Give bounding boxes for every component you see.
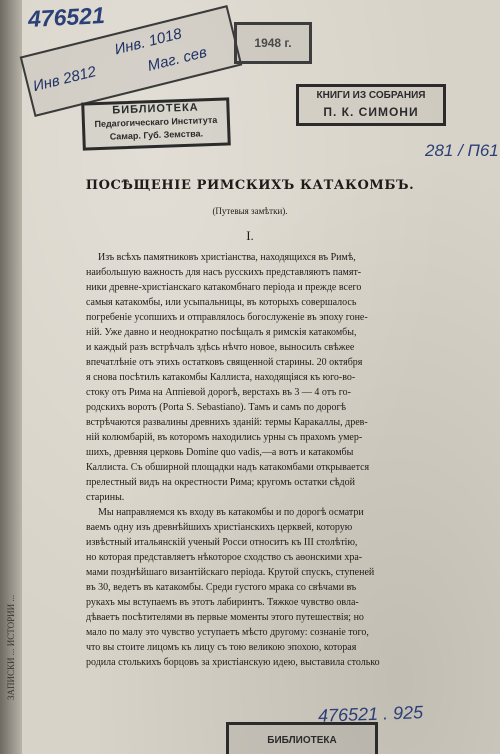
body-text bbox=[86, 250, 426, 670]
text-line: мами позднѣйшаго византійскаго періода. Крутой спускъ, ступеней bbox=[86, 567, 375, 578]
text-line: но которая представляетъ нѣкоторое сходство съ аѳонскими хра- bbox=[86, 552, 363, 563]
text-line: Каллиста. Съ обширной площадки надъ катакомбами открывается bbox=[86, 462, 370, 473]
text-line: ній. Уже давно и неоднократно посѣщалъ я римскія катакомбы, bbox=[86, 327, 357, 338]
bottom-library-stamp: БИБЛИОТЕКА bbox=[226, 722, 378, 754]
text-line: рукахъ мы вступаемъ въ этотъ лабиринтъ. Тяжкое чувство овла- bbox=[86, 597, 359, 608]
text-line: старины. bbox=[86, 492, 125, 503]
text-line: я снова посѣтилъ катакомбы Каллиста, находящіяся къ юго-во- bbox=[86, 372, 356, 383]
text-line: впечатлѣніе отъ этихъ остатковъ священной старины. 20 октября bbox=[86, 357, 363, 368]
text-line: погребеніе усопшихъ и отправлялось богослуженіе въ эпоху гоне- bbox=[86, 312, 368, 323]
text-line: родскихъ воротъ (Porta S. Sebastiano). Тамъ и самъ по дорогѣ bbox=[86, 402, 347, 413]
inventory-mark-line: Инв 2812 bbox=[31, 63, 98, 96]
text-line: родила столькихъ борцовъ за христіанскую идею, выставила столько bbox=[86, 657, 380, 668]
text-line: Изъ всѣхъ памятниковъ христіанства, находящихся въ Римѣ, bbox=[98, 252, 356, 263]
text-line: и каждый разъ встрѣчалъ здѣсь нѣчто новое, выносилъ свѣжее bbox=[86, 342, 355, 353]
text-line: наибольшую важность для насъ русскихъ представляютъ памят- bbox=[86, 267, 362, 278]
text-line: извѣстный итальянскій ученый Росси относитъ къ III столѣтію, bbox=[86, 537, 358, 548]
text-line: стоку отъ Рима на Аппіевой дорогѣ, верстахъ въ 3 — 4 отъ го- bbox=[86, 387, 351, 398]
spine-text: ЗАПИСКИ ... ИСТОРИИ ... bbox=[6, 594, 16, 700]
collection-stamp-line: П. К. СИМОНИ bbox=[323, 105, 419, 119]
text-line: шихъ, древняя церковь Domine quo vadis,—а вотъ и катакомбы bbox=[86, 447, 354, 458]
section-number: I. bbox=[246, 228, 254, 243]
handwritten-accession-number: 476521 bbox=[27, 2, 106, 32]
handwritten-shelf-mark: 281 / П61 bbox=[425, 141, 499, 160]
library-stamp-line: Самар. Губ. Земства. bbox=[109, 128, 204, 142]
text-line: Мы направляемся къ входу въ катакомбы и по дорогѣ осматри bbox=[98, 507, 364, 518]
text-line: дѣваетъ посѣтителями въ первые моменты этого путешествія; но bbox=[86, 612, 364, 623]
library-stamp bbox=[81, 97, 231, 150]
text-line: прелестный видъ на окрестности Рима; кругомъ остатки сѣдой bbox=[86, 477, 355, 488]
collection-stamp bbox=[296, 84, 446, 126]
library-stamp-line: БИБЛИОТЕКА bbox=[112, 101, 199, 117]
article-title: ПОСѢЩЕНІЕ РИМСКИХЪ КАТАКОМБЪ. bbox=[85, 178, 415, 193]
library-stamp-line: Педагогическаго Института bbox=[94, 114, 218, 130]
text-line: что вы стоите лицомъ къ лицу съ тою великою эпохою, которая bbox=[86, 642, 357, 653]
year-stamp: 1948 г. bbox=[234, 22, 312, 64]
text-line: ники древне-христіанскаго катакомбнаго періода и прежде всего bbox=[86, 282, 362, 293]
inventory-mark-line: Инв. 1018 bbox=[112, 25, 184, 59]
text-line: самыя катакомбы, или усыпальницы, въ которыхъ совершалось bbox=[86, 297, 357, 308]
collection-stamp-line: КНИГИ ИЗ СОБРАНИЯ bbox=[316, 90, 426, 101]
handwritten-bottom-number: 476521 . 925 bbox=[317, 702, 424, 726]
text-line: ваемъ одну изъ древнѣйшихъ христіанскихъ церквей, которую bbox=[86, 522, 353, 533]
text-line: ній колюмбарій, въ которомъ находились урны съ прахомъ умер- bbox=[86, 432, 363, 443]
text-line: мало по малу это чувство уступаетъ мѣсто другому: сознаніе того, bbox=[86, 627, 369, 638]
text-line: встрѣчаются развалины древнихъ зданій: термы Каракаллы, древ- bbox=[86, 417, 368, 428]
text-line: въ 30, ведетъ въ катакомбы. Среди густого мрака со свѣчами въ bbox=[86, 582, 357, 593]
inventory-mark-line: Маг. сев bbox=[145, 43, 209, 75]
article-subtitle: (Путевыя замѣтки). bbox=[212, 206, 288, 216]
